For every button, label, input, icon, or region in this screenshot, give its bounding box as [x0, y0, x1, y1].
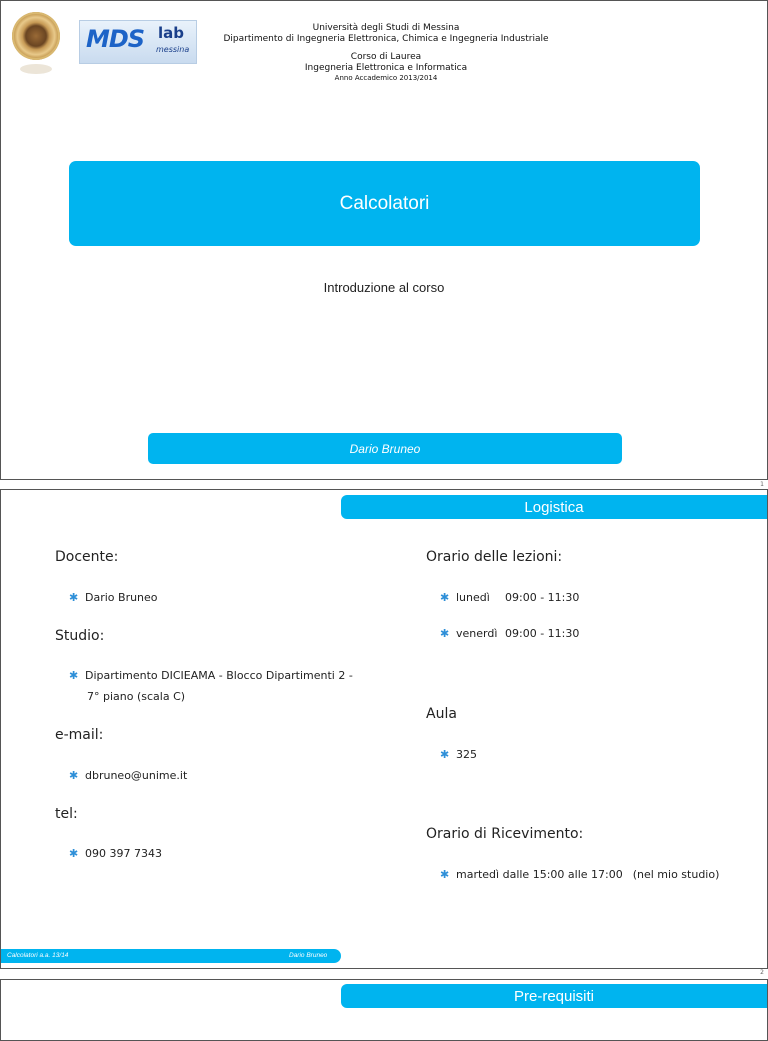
list-item [69, 765, 187, 787]
logo-mds-text: MDS [86, 25, 145, 53]
author-box [148, 433, 622, 464]
lesson-day: lunedì [456, 591, 490, 604]
list-item [69, 587, 158, 609]
lesson-day: venerdì [456, 627, 498, 640]
page-number-1: 1 [760, 481, 764, 488]
university-name: Università degli Studi di Messina [312, 23, 460, 33]
docente-label: Docente: [55, 549, 119, 565]
list-item [69, 665, 353, 687]
slide-2 [0, 489, 768, 969]
slide-title: Calcolatori [339, 192, 430, 214]
course-name: Ingegneria Elettronica e Informatica [304, 63, 468, 73]
asterisk-bullet-icon: ✱ [440, 748, 450, 761]
slide-title: Logistica [524, 498, 584, 516]
list-item [440, 744, 477, 766]
slide-subtitle: Introduzione al corso [323, 280, 445, 295]
studio-line-2: 7° piano (scala C) [87, 690, 186, 703]
asterisk-bullet-icon: ✱ [69, 591, 79, 604]
university-seal-logo [12, 12, 60, 60]
slide-1 [0, 0, 768, 480]
ricevimento-note: (nel mio studio) [632, 868, 720, 881]
academic-year: Anno Accademico 2013/2014 [334, 74, 438, 82]
list-item [69, 843, 162, 865]
orario-lezioni-label: Orario delle lezioni: [426, 549, 563, 565]
ricevimento-label: Orario di Ricevimento: [426, 826, 584, 842]
footer-course: Calcolatori a.a. 13/14 [7, 952, 69, 959]
department-name: Dipartimento di Ingegneria Elettronica, Chimica e Ingegneria Industriale [223, 34, 549, 44]
slide-3 [0, 979, 768, 1041]
asterisk-bullet-icon: ✱ [440, 627, 450, 640]
aula-value: 325 [456, 748, 477, 761]
logo-messina-text: messina [156, 45, 190, 54]
logo-lab-text: lab [158, 24, 185, 42]
asterisk-bullet-icon: ✱ [440, 591, 450, 604]
title-box [69, 161, 700, 246]
email-label: e-mail: [55, 727, 104, 743]
aula-label: Aula [426, 706, 457, 722]
asterisk-bullet-icon: ✱ [440, 868, 450, 881]
footer-author: Dario Bruneo [289, 952, 328, 959]
tel-value: 090 397 7343 [85, 847, 162, 860]
page-number-2: 2 [760, 969, 764, 976]
email-value: dbruneo@unime.it [85, 769, 188, 782]
studio-line-1: Dipartimento DICIEAMA - Blocco Dipartimenti 2 - [85, 669, 353, 682]
lesson-time: 09:00 - 11:30 [505, 627, 580, 640]
docente-value: Dario Bruneo [85, 591, 158, 604]
slide-title-tab [341, 984, 768, 1008]
author-name: Dario Bruneo [349, 441, 421, 456]
lesson-time: 09:00 - 11:30 [505, 591, 580, 604]
slide-title: Pre-requisiti [513, 987, 595, 1005]
slide-header [221, 23, 551, 83]
asterisk-bullet-icon: ✱ [69, 669, 79, 682]
tel-label: tel: [55, 806, 78, 822]
studio-label: Studio: [55, 628, 105, 644]
list-item [440, 864, 719, 886]
slide-footer [1, 949, 341, 963]
asterisk-bullet-icon: ✱ [69, 847, 79, 860]
asterisk-bullet-icon: ✱ [69, 769, 79, 782]
mdslab-logo [79, 20, 197, 64]
list-item [440, 587, 579, 609]
slide-title-tab [341, 495, 768, 519]
list-item [440, 623, 579, 645]
course-label: Corso di Laurea [350, 52, 422, 62]
ricevimento-value: martedì dalle 15:00 alle 17:00 [456, 868, 623, 881]
